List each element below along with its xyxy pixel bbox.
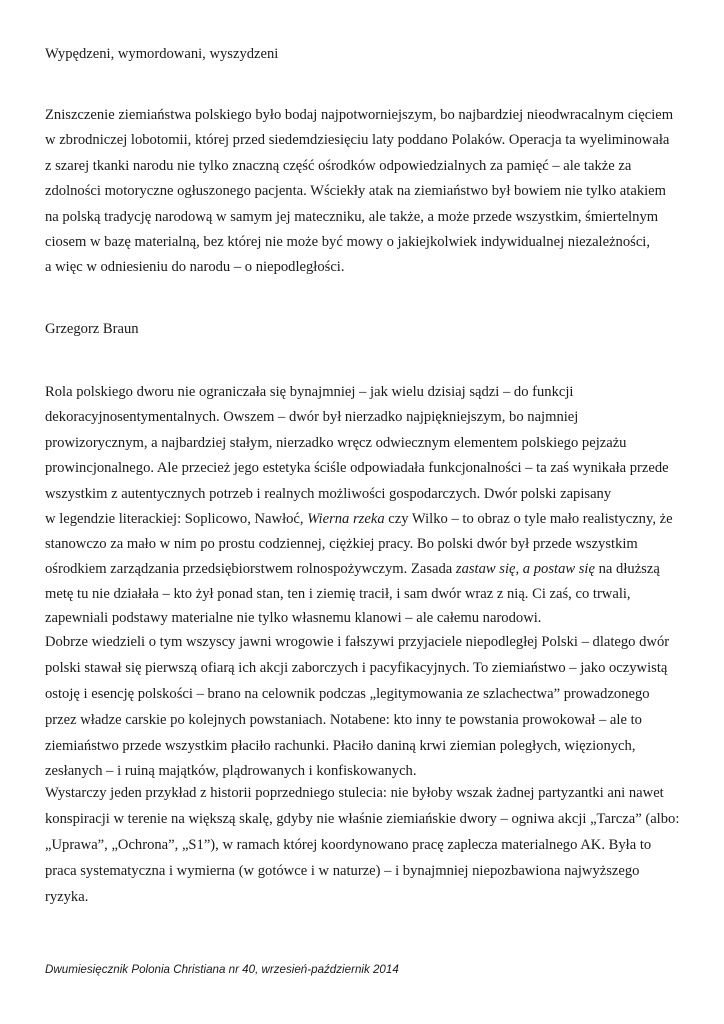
page-footer: Dwumiesięcznik Polonia Christiana nr 40, wrzesień-październik 2014: [45, 963, 399, 976]
text-line: na polską tradycję narodową w samym jej mateczniku, ale także, a może przede wszystkim, śmiertelnym: [45, 209, 659, 225]
text-line: Rola polskiego dworu nie ograniczała się bynajmniej – jak wielu dzisiaj sądzi – do funkcji: [45, 384, 574, 400]
text-run: na dłuższą: [594, 561, 660, 577]
text-line: „Uprawa”, „Ochrona”, „S1”), w ramach której koordynowano pracę zaplecza materialnego AK. Była to: [45, 837, 652, 853]
text-line: [45, 560, 660, 578]
text-line: przez władze carskie po kolejnych powstaniach. Notabene: kto inny te powstania prowokował – ale to: [45, 712, 642, 728]
text-line: prowincjonalnego. Ale przecież jego estetyka ściśle odpowiadała funkcjonalności – ta zaś wynikała przede: [45, 460, 669, 476]
text-line: a więc w odniesieniu do narodu – o niepodległości.: [45, 259, 345, 275]
text-line: ryzyka.: [45, 889, 89, 905]
text-line: metę tu nie działała – kto żył ponad stan, ten i ziemię tracił, i sam dwór wraz z nią. Ci zaś, co trwali,: [45, 586, 631, 602]
text-line: dekoracyjnosentymentalnych. Owszem – dwór był nierzadko najpiękniejszym, bo najmniej: [45, 409, 579, 425]
text-line: [45, 510, 673, 528]
text-line: z szarej tkanki narodu nie tylko znaczną część ośrodków odpowiedzialnych za pamięć – ale także za: [45, 158, 632, 174]
text-line: prowizorycznym, a najbardziej stałym, nierzadko wręcz odwiecznym elementem polskiego pejzażu: [45, 435, 627, 451]
text-line: ciosem w bazę materialną, bez której nie może być mowy o jakiejkolwiek indywidualnej niezależności,: [45, 234, 651, 250]
text-line: zdolności motoryczne ogłuszonego pacjenta. Wściekły atak na ziemiaństwo był bowiem nie tylko atakiem: [45, 183, 666, 199]
text-line: ziemiaństwo przede wszystkim płaciło rachunki. Płaciło daniną krwi ziemian poległych, więzionych,: [45, 738, 636, 754]
text-line: konspiracji w terenie na większą skalę, gdyby nie właśnie ziemiańskie dwory – ogniwa akcji „Tarcza” (albo:: [45, 811, 680, 827]
text-line: Wystarczy jeden przykład z historii poprzedniego stulecia: nie byłoby wszak żadnej partyzantki ani nawet: [45, 785, 664, 801]
text-line: Zniszczenie ziemiaństwa polskiego było bodaj najpotworniejszym, bo najbardziej nieodwracalnym cięciem: [45, 107, 674, 123]
text-line: wszystkim z autentycznych potrzeb i realnych możliwości gospodarczych. Dwór polski zapisany: [45, 486, 612, 502]
text-run: ośrodkiem zarządzania przedsiębiorstwem rolnospożywczym. Zasada: [45, 561, 456, 577]
proverb-italic: zastaw się, a postaw się: [455, 561, 595, 577]
text-line: polski stawał się pierwszą ofiarą ich akcji zaborczych i pacyfikacyjnych. To ziemiaństwo – jako oczywistą: [45, 660, 668, 676]
author-name: Grzegorz Braun: [45, 321, 139, 337]
text-line: ostoję i esencję polskości – brano na celownik podczas „legitymowania ze szlachectwa” prowadzonego: [45, 686, 650, 702]
text-line: Dobrze wiedzieli o tym wszyscy jawni wrogowie i fałszywi przyjaciele niepodległej Polski – dlatego dwór: [45, 634, 670, 650]
text-run: czy Wilko – to obraz o tyle mało realistyczny, że: [384, 511, 673, 527]
text-line: stanowczo za mało w nim po prostu codziennej, ciężkiej pracy. Bo polski dwór był przede wszystkim: [45, 536, 638, 552]
text-run: w legendzie literackiej: Soplicowo, Nawłoć,: [45, 511, 308, 527]
text-line: zesłanych – i ruiną majątków, plądrowanych i konfiskowanych.: [45, 763, 417, 779]
document-title: Wypędzeni, wymordowani, wyszydzeni: [45, 46, 279, 62]
book-title: Wierna rzeka: [307, 511, 385, 527]
text-line: zapewniali podstawy materialne nie tylko własnemu klanowi – ale całemu narodowi.: [45, 610, 542, 626]
text-line: w zbrodniczej lobotomii, której przed siedemdziesięciu laty poddano Polaków. Operacja ta wyeliminowała: [45, 132, 670, 148]
text-line: praca systematyczna i wymierna (w gotówce i w naturze) – i bynajmniej niepozbawiona najwyższego: [45, 863, 640, 879]
